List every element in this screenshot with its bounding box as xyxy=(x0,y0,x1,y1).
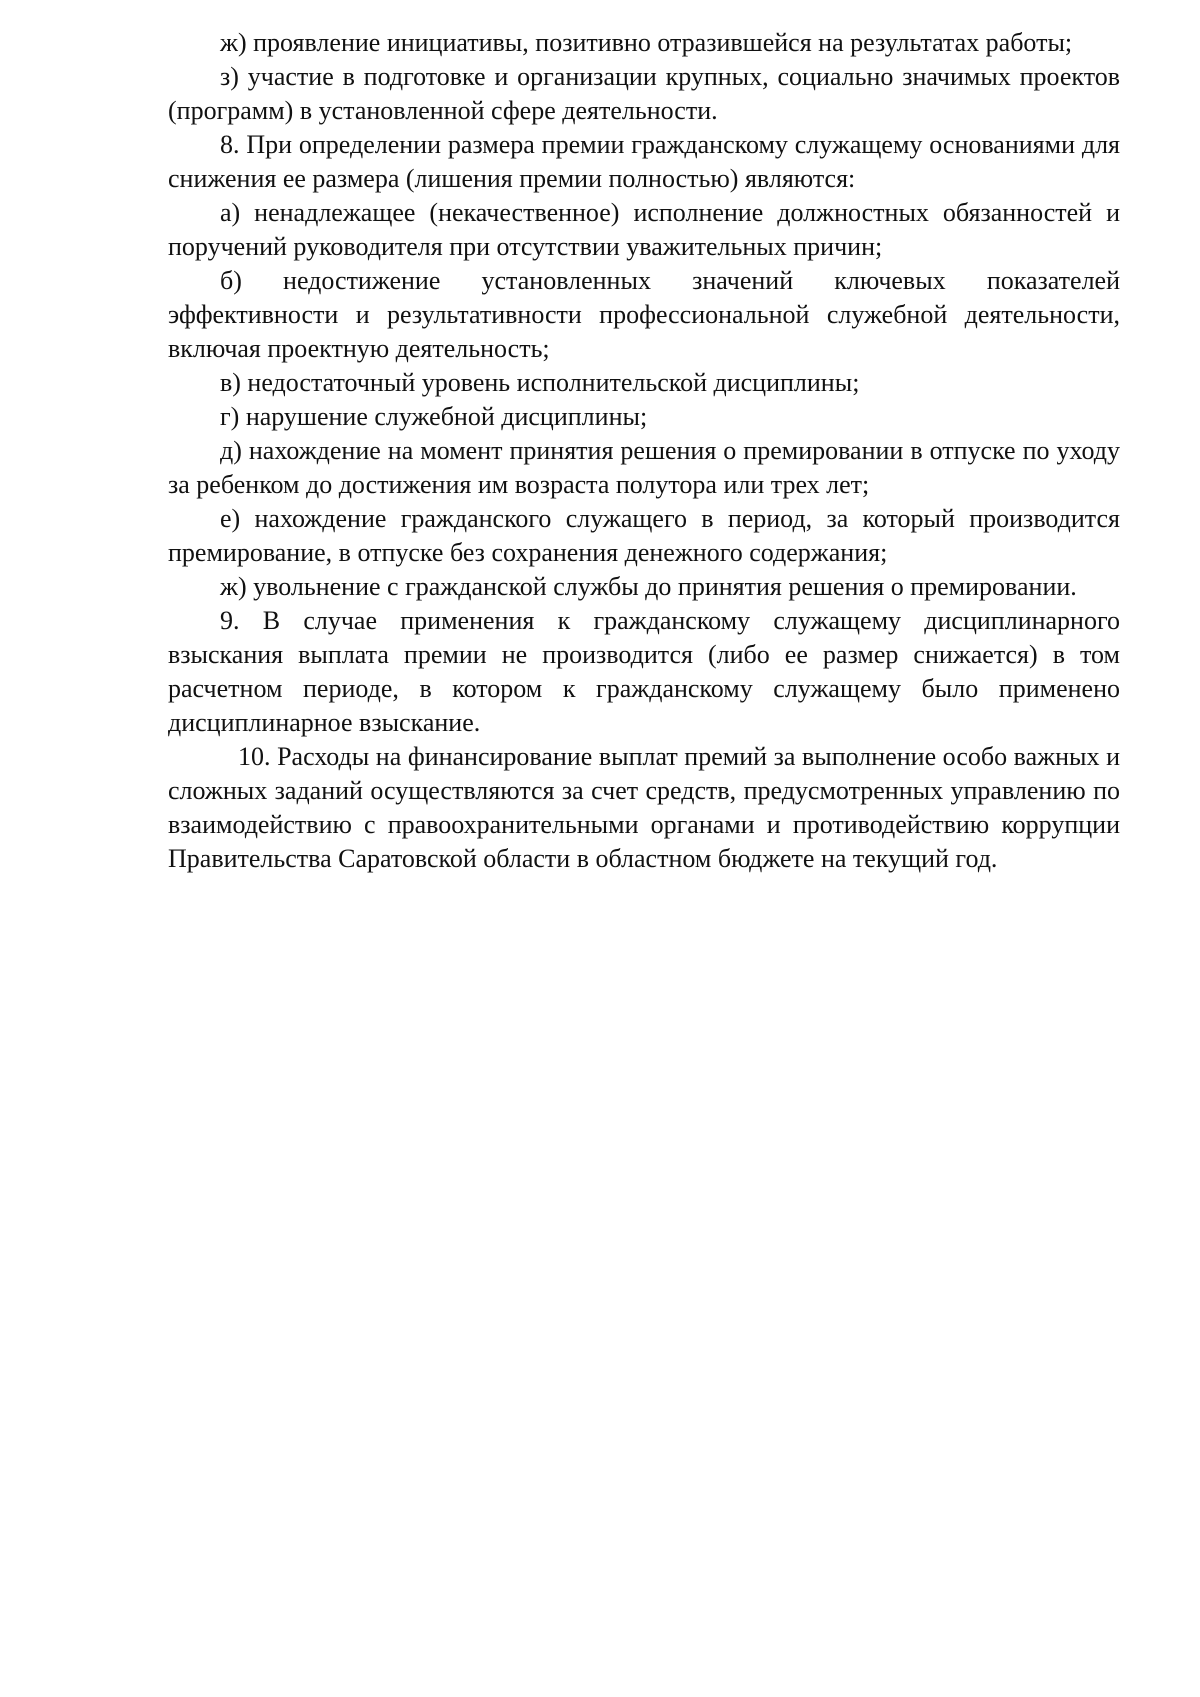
paragraph-item-b-indicators: б) недостижение установленных значений ключевых показателей эффективности и результативности профессиональной служебной деятельности, включая проектную деятельность; xyxy=(168,266,1120,363)
paragraph-item-e-unpaid-leave: е) нахождение гражданского служащего в период, за который производится премирование, в отпуске без сохранения денежного содержания; xyxy=(168,504,1120,567)
paragraph-section-10: 10. Расходы на финансирование выплат премий за выполнение особо важных и сложных заданий осуществляются за счет средств, предусмотренных управлению по взаимодействию с правоохранительными органами и противодействию коррупции Правительства Саратовской области в областном бюджете на текущий год. xyxy=(168,742,1120,873)
paragraph-item-zh-initiative: ж) проявление инициативы, позитивно отразившейся на результатах работы; xyxy=(220,28,1073,57)
paragraph-item-a-improper-performance: а) ненадлежащее (некачественное) исполнение должностных обязанностей и поручений руководителя при отсутствии уважительных причин; xyxy=(168,198,1120,261)
paragraph-item-g-discipline-violation: г) нарушение служебной дисциплины; xyxy=(220,402,648,431)
paragraph-item-z-projects: з) участие в подготовке и организации крупных, социально значимых проектов (программ) в установленной сфере деятельности. xyxy=(168,62,1120,125)
document-body xyxy=(168,26,1120,876)
paragraph-item-v-discipline-level: в) недостаточный уровень исполнительской дисциплины; xyxy=(220,368,860,397)
paragraph-item-d-parental-leave: д) нахождение на момент принятия решения о премировании в отпуске по уходу за ребенком до достижения им возраста полутора или трех лет; xyxy=(168,436,1120,499)
paragraph-section-9: 9. В случае применения к гражданскому служащему дисциплинарного взыскания выплата премии не производится (либо ее размер снижается) в том расчетном периоде, в котором к гражданскому служащему было применено дисциплинарное взыскание. xyxy=(168,606,1120,737)
paragraph-item-zh-dismissal: ж) увольнение с гражданской службы до принятия решения о премировании. xyxy=(220,572,1077,601)
paragraph-section-8: 8. При определении размера премии гражданскому служащему основаниями для снижения ее размера (лишения премии полностью) являются: xyxy=(168,130,1120,193)
